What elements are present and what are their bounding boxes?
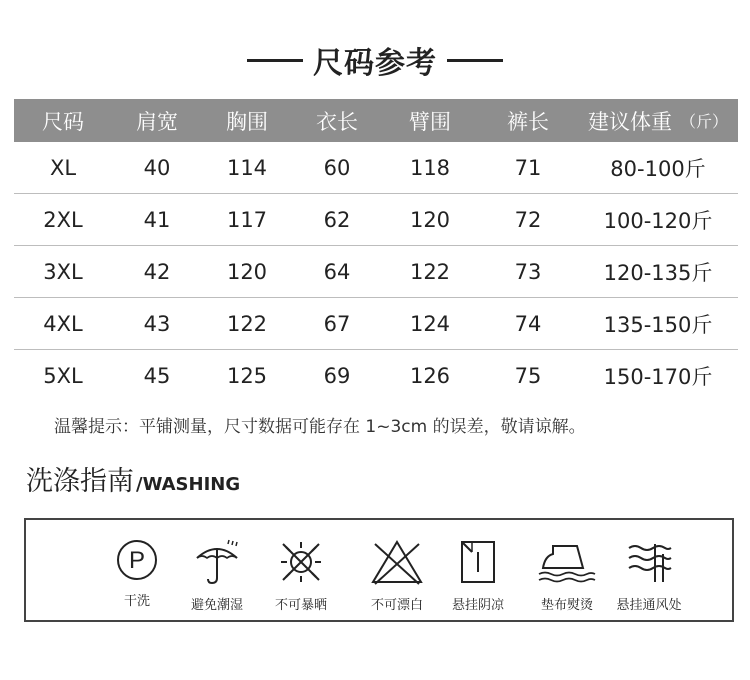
header-weight <box>578 106 738 136</box>
cell-length: 67 <box>323 311 351 336</box>
wash-label: 不可漂白 <box>370 598 423 613</box>
wash-label: 避免潮湿 <box>190 598 243 613</box>
cell-pants-length: 75 <box>514 364 542 388</box>
measurement-note: 温馨提示：平铺测量，尺寸数据可能存在 1~3cm 的误差，敬请谅解。 <box>54 417 586 437</box>
wash-label: 干洗 <box>123 594 150 609</box>
table-row <box>14 298 738 350</box>
cell-pants-length: 72 <box>514 207 542 232</box>
cell-weight: 80-100斤 <box>610 156 706 181</box>
cell-length: 62 <box>323 207 351 232</box>
cell-length: 64 <box>323 259 351 284</box>
wash-label: 不可暴晒 <box>274 598 327 613</box>
wash-item-avoid-moisture <box>172 538 262 613</box>
cell-chest: 114 <box>226 155 268 180</box>
washing-instructions-panel <box>24 518 734 622</box>
header-weight-unit: （斤） <box>679 112 728 131</box>
cell-pants-length: 73 <box>514 259 542 284</box>
wash-label: 悬挂通风处 <box>616 598 682 613</box>
header-size: 尺码 <box>42 109 84 134</box>
header-length: 衣长 <box>316 109 358 134</box>
cell-arm: 118 <box>409 155 451 180</box>
svg-text:P: P <box>128 547 146 574</box>
cell-shoulder: 43 <box>143 311 171 336</box>
cell-arm: 124 <box>409 311 451 336</box>
ventilated-hang-icon <box>625 538 673 586</box>
wash-item-dry-clean <box>92 538 182 609</box>
title-line-left <box>247 59 303 62</box>
header-weight-label: 建议体重 <box>587 109 672 134</box>
cell-chest: 120 <box>226 259 268 284</box>
size-reference-title <box>0 38 750 82</box>
table-row <box>14 194 738 246</box>
no-bleach-icon <box>369 538 425 586</box>
iron-with-cloth-icon <box>537 538 597 586</box>
size-table <box>14 99 738 402</box>
table-row <box>14 350 738 402</box>
washing-title-en: /WASHING <box>136 474 241 495</box>
page-title: 尺码参考 <box>313 46 437 81</box>
cell-chest: 125 <box>226 364 268 388</box>
hang-dry-shade-icon <box>456 538 500 586</box>
wash-item-hang-dry-shade <box>433 538 523 613</box>
cell-pants-length: 74 <box>514 311 542 336</box>
wash-item-no-sun <box>256 538 346 613</box>
header-shoulder: 肩宽 <box>136 109 178 134</box>
cell-arm: 122 <box>409 259 451 284</box>
cell-size: 3XL <box>43 259 83 284</box>
header-chest: 胸围 <box>226 109 268 134</box>
cell-shoulder: 40 <box>143 155 171 180</box>
table-row <box>14 142 738 194</box>
washing-guide-title <box>26 459 240 498</box>
header-pants-length: 裤长 <box>507 109 549 134</box>
cell-shoulder: 41 <box>143 207 171 232</box>
cell-length: 60 <box>323 155 351 180</box>
dry-clean-icon <box>115 538 159 582</box>
wash-item-no-bleach <box>352 538 442 613</box>
cell-weight: 135-150斤 <box>603 312 713 337</box>
cell-chest: 122 <box>226 311 268 336</box>
cell-shoulder: 42 <box>143 259 171 284</box>
wash-item-ventilated-hang <box>604 538 694 613</box>
cell-arm: 126 <box>409 364 451 388</box>
cell-size: 5XL <box>43 364 83 388</box>
table-header <box>14 99 738 142</box>
umbrella-icon <box>193 538 241 586</box>
no-sun-icon <box>277 538 325 586</box>
wash-item-iron-with-cloth <box>522 538 612 613</box>
cell-arm: 120 <box>409 207 451 232</box>
cell-weight: 120-135斤 <box>603 260 713 285</box>
cell-shoulder: 45 <box>143 364 171 388</box>
wash-label: 垫布熨烫 <box>540 598 593 613</box>
cell-pants-length: 71 <box>514 155 542 180</box>
cell-size: 4XL <box>43 311 83 336</box>
title-line-right <box>447 59 503 62</box>
cell-weight: 150-170斤 <box>603 365 713 389</box>
washing-title-cn: 洗涤指南 <box>26 466 134 497</box>
cell-length: 69 <box>323 364 351 388</box>
header-arm: 臂围 <box>409 109 451 134</box>
table-row <box>14 246 738 298</box>
cell-size: XL <box>49 155 77 180</box>
wash-label: 悬挂阴凉 <box>451 598 504 613</box>
cell-chest: 117 <box>226 207 268 232</box>
cell-size: 2XL <box>43 207 83 232</box>
cell-weight: 100-120斤 <box>603 208 713 233</box>
